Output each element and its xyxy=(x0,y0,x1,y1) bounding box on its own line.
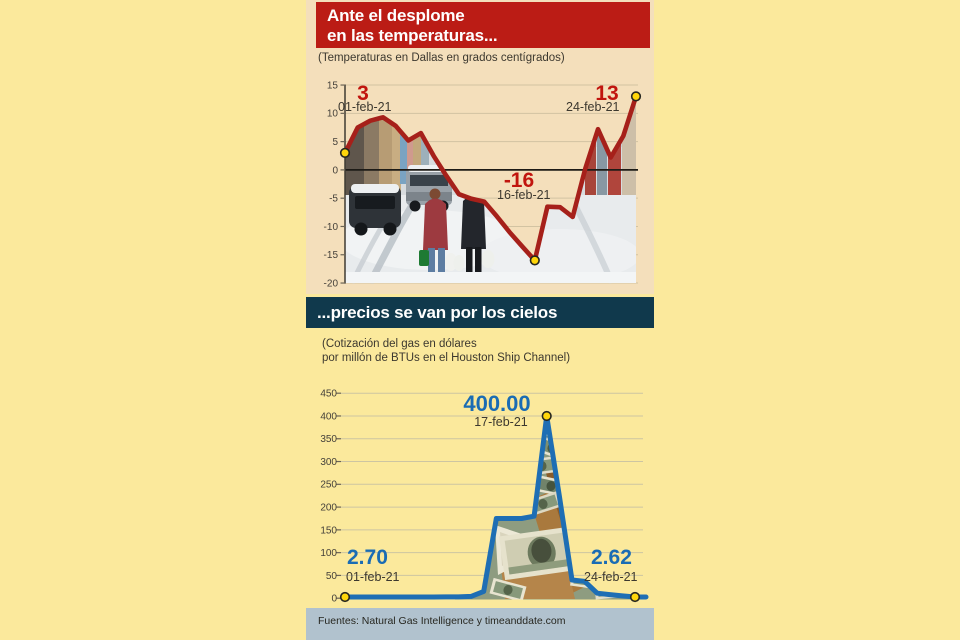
gas-header: ...precios se van por los cielos xyxy=(306,297,654,328)
temp-end-value: 13 xyxy=(595,82,619,105)
y-tick-label: 150 xyxy=(320,525,337,537)
y-tick-label: 5 xyxy=(332,137,338,149)
y-tick-label: 0 xyxy=(331,593,337,605)
y-tick-label: 250 xyxy=(320,479,337,491)
temp-min-value: -16 xyxy=(503,169,535,192)
marker-dot xyxy=(632,92,641,101)
y-tick-label: 0 xyxy=(332,165,338,177)
suv-illustration xyxy=(349,184,401,236)
gas-start-value: 2.70 xyxy=(347,546,388,569)
sources-text: Fuentes: Natural Gas Intelligence y timeanddate.com xyxy=(318,615,566,627)
temp-start-date: 01-feb-21 xyxy=(338,100,392,114)
y-tick-label: 100 xyxy=(320,548,337,560)
y-tick-label: 300 xyxy=(320,456,337,468)
temperature-header xyxy=(316,2,650,48)
y-tick-label: 400 xyxy=(320,411,337,423)
gas-peak-date: 17-feb-21 xyxy=(474,415,528,429)
temperature-caption: (Temperaturas en Dallas en grados centígrados) xyxy=(318,52,565,64)
temp-end-date: 24-feb-21 xyxy=(566,100,620,114)
y-tick-label: 350 xyxy=(320,434,337,446)
temp-start-value: 3 xyxy=(357,82,369,105)
y-tick-label: 15 xyxy=(326,80,338,92)
y-tick-label: -15 xyxy=(323,250,338,262)
gas-end-value: 2.62 xyxy=(591,546,632,569)
temp-min-date: 16-feb-21 xyxy=(497,188,551,202)
y-tick-label: -10 xyxy=(323,221,338,233)
y-tick-label: 50 xyxy=(325,570,337,582)
y-tick-label: 200 xyxy=(320,502,337,514)
y-tick-label: -20 xyxy=(323,278,338,290)
sources-footer xyxy=(306,608,654,640)
y-tick-label: 450 xyxy=(320,388,337,400)
gas-end-date: 24-feb-21 xyxy=(584,570,638,584)
y-tick-label: -5 xyxy=(329,193,338,205)
temperature-header-line1: Ante el desplome xyxy=(327,6,465,25)
marker-dot xyxy=(341,593,350,602)
gas-start-date: 01-feb-21 xyxy=(346,570,400,584)
y-tick-label: 10 xyxy=(326,108,338,120)
marker-dot xyxy=(631,593,640,602)
gas-caption-line2: por millón de BTUs en el Houston Ship Channel) xyxy=(322,351,571,364)
gas-axis-ticks xyxy=(320,389,341,605)
temperature-header-line2: en las temperaturas... xyxy=(327,26,498,45)
gas-caption xyxy=(322,338,570,365)
snow-street-photo-illustration xyxy=(340,85,640,283)
gas-peak-value: 400.00 xyxy=(463,391,531,416)
gas-caption-line1: (Cotización del gas en dólares xyxy=(322,338,477,350)
marker-dot xyxy=(341,149,350,158)
marker-dot xyxy=(531,256,540,265)
